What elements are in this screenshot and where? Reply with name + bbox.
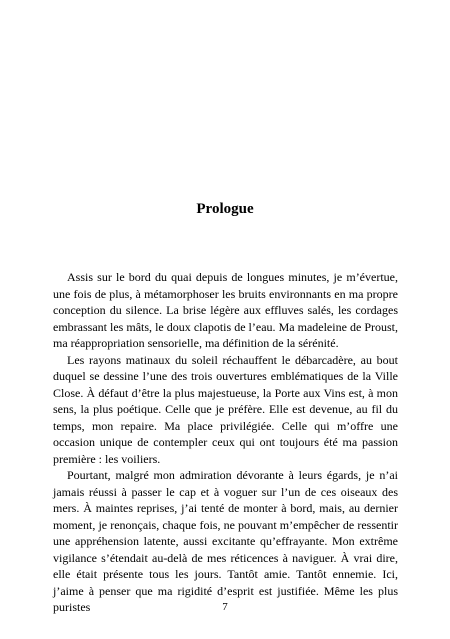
page-number: 7 [222, 601, 228, 613]
paragraph-3: Pourtant, malgré mon admiration dévorante à leurs égards, je n’ai jamais réussi à passer le cap et à voguer sur l’un de ces oiseaux des mers. À maintes reprises, j’ai tenté de monter à bord, mais, au dernier moment, je renonçais, chaque fois, ne pouvant m’empêcher de ressentir une appréhension latente, aussi excitante qu’effrayante. Mon extrême vigilance s’étendait au-delà de mes réticences à naviguer. À vrai dire, elle était présente tous les jours. Tantôt amie. Tantôt ennemie. Ici, j’aime à penser que ma rigidité d’esprit est justifiée. Même les plus puristes [53, 468, 398, 614]
paragraph-2: Les rayons matinaux du soleil réchauffent le débarcadère, au bout duquel se dessine l’une des trois ouvertures emblématiques de la Ville Close. À défaut d’être la plus majestueuse, la Porte aux Vins est, à mon sens, la plus poétique. Celle que je préfère. Elle est devenue, au fil du temps, mon repaire. Ma place privilégiée. Celle qui m’offre une occasion unique de contempler ceux qui ont toujours été ma passion première : les voiliers. [53, 352, 398, 466]
paragraph-1: Assis sur le bord du quai depuis de longues minutes, je m’évertue, une fois de plus, à métamorphoser les bruits environnants en ma propre conception du silence. La brise légère aux effluves salés, les cordages embrassant les mâts, le doux clapotis de l’eau. Ma madeleine de Proust, ma réappropriation sensorielle, ma définition de la sérénité. [53, 270, 398, 350]
body-text [53, 269, 398, 616]
chapter-title: Prologue [196, 201, 254, 217]
